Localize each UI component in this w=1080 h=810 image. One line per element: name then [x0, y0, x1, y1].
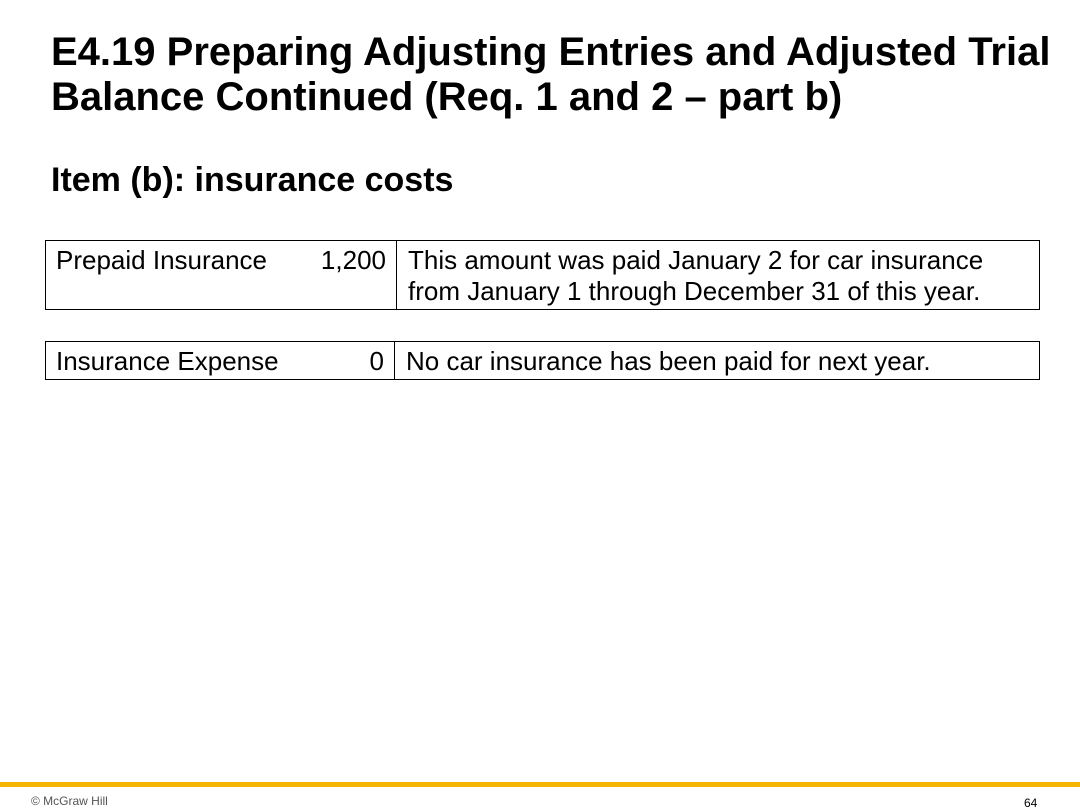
- insurance-expense-table: [45, 341, 1040, 380]
- prepaid-insurance-table: [45, 240, 1040, 310]
- account-name: Insurance Expense: [56, 346, 279, 376]
- table-row: [46, 342, 1040, 380]
- page-number: 64: [1024, 796, 1038, 810]
- account-note: This amount was paid January 2 for car insurance from January 1 through December 31 of this year.: [397, 241, 1040, 310]
- account-amount: 0: [369, 346, 384, 376]
- account-amount: 1,200: [320, 245, 386, 275]
- table-row: [46, 241, 1040, 310]
- footer-accent-bar: [0, 782, 1080, 787]
- copyright-notice: © McGraw Hill: [31, 794, 108, 808]
- account-note: No car insurance has been paid for next year.: [395, 342, 1040, 380]
- account-cell: [46, 241, 397, 310]
- slide-title: E4.19 Preparing Adjusting Entries and Adjusted Trial Balance Continued (Req. 1 and 2 – part b): [51, 30, 1051, 119]
- slide-subtitle: Item (b): insurance costs: [51, 161, 454, 199]
- account-name: Prepaid Insurance: [56, 245, 268, 275]
- account-cell: [46, 342, 395, 380]
